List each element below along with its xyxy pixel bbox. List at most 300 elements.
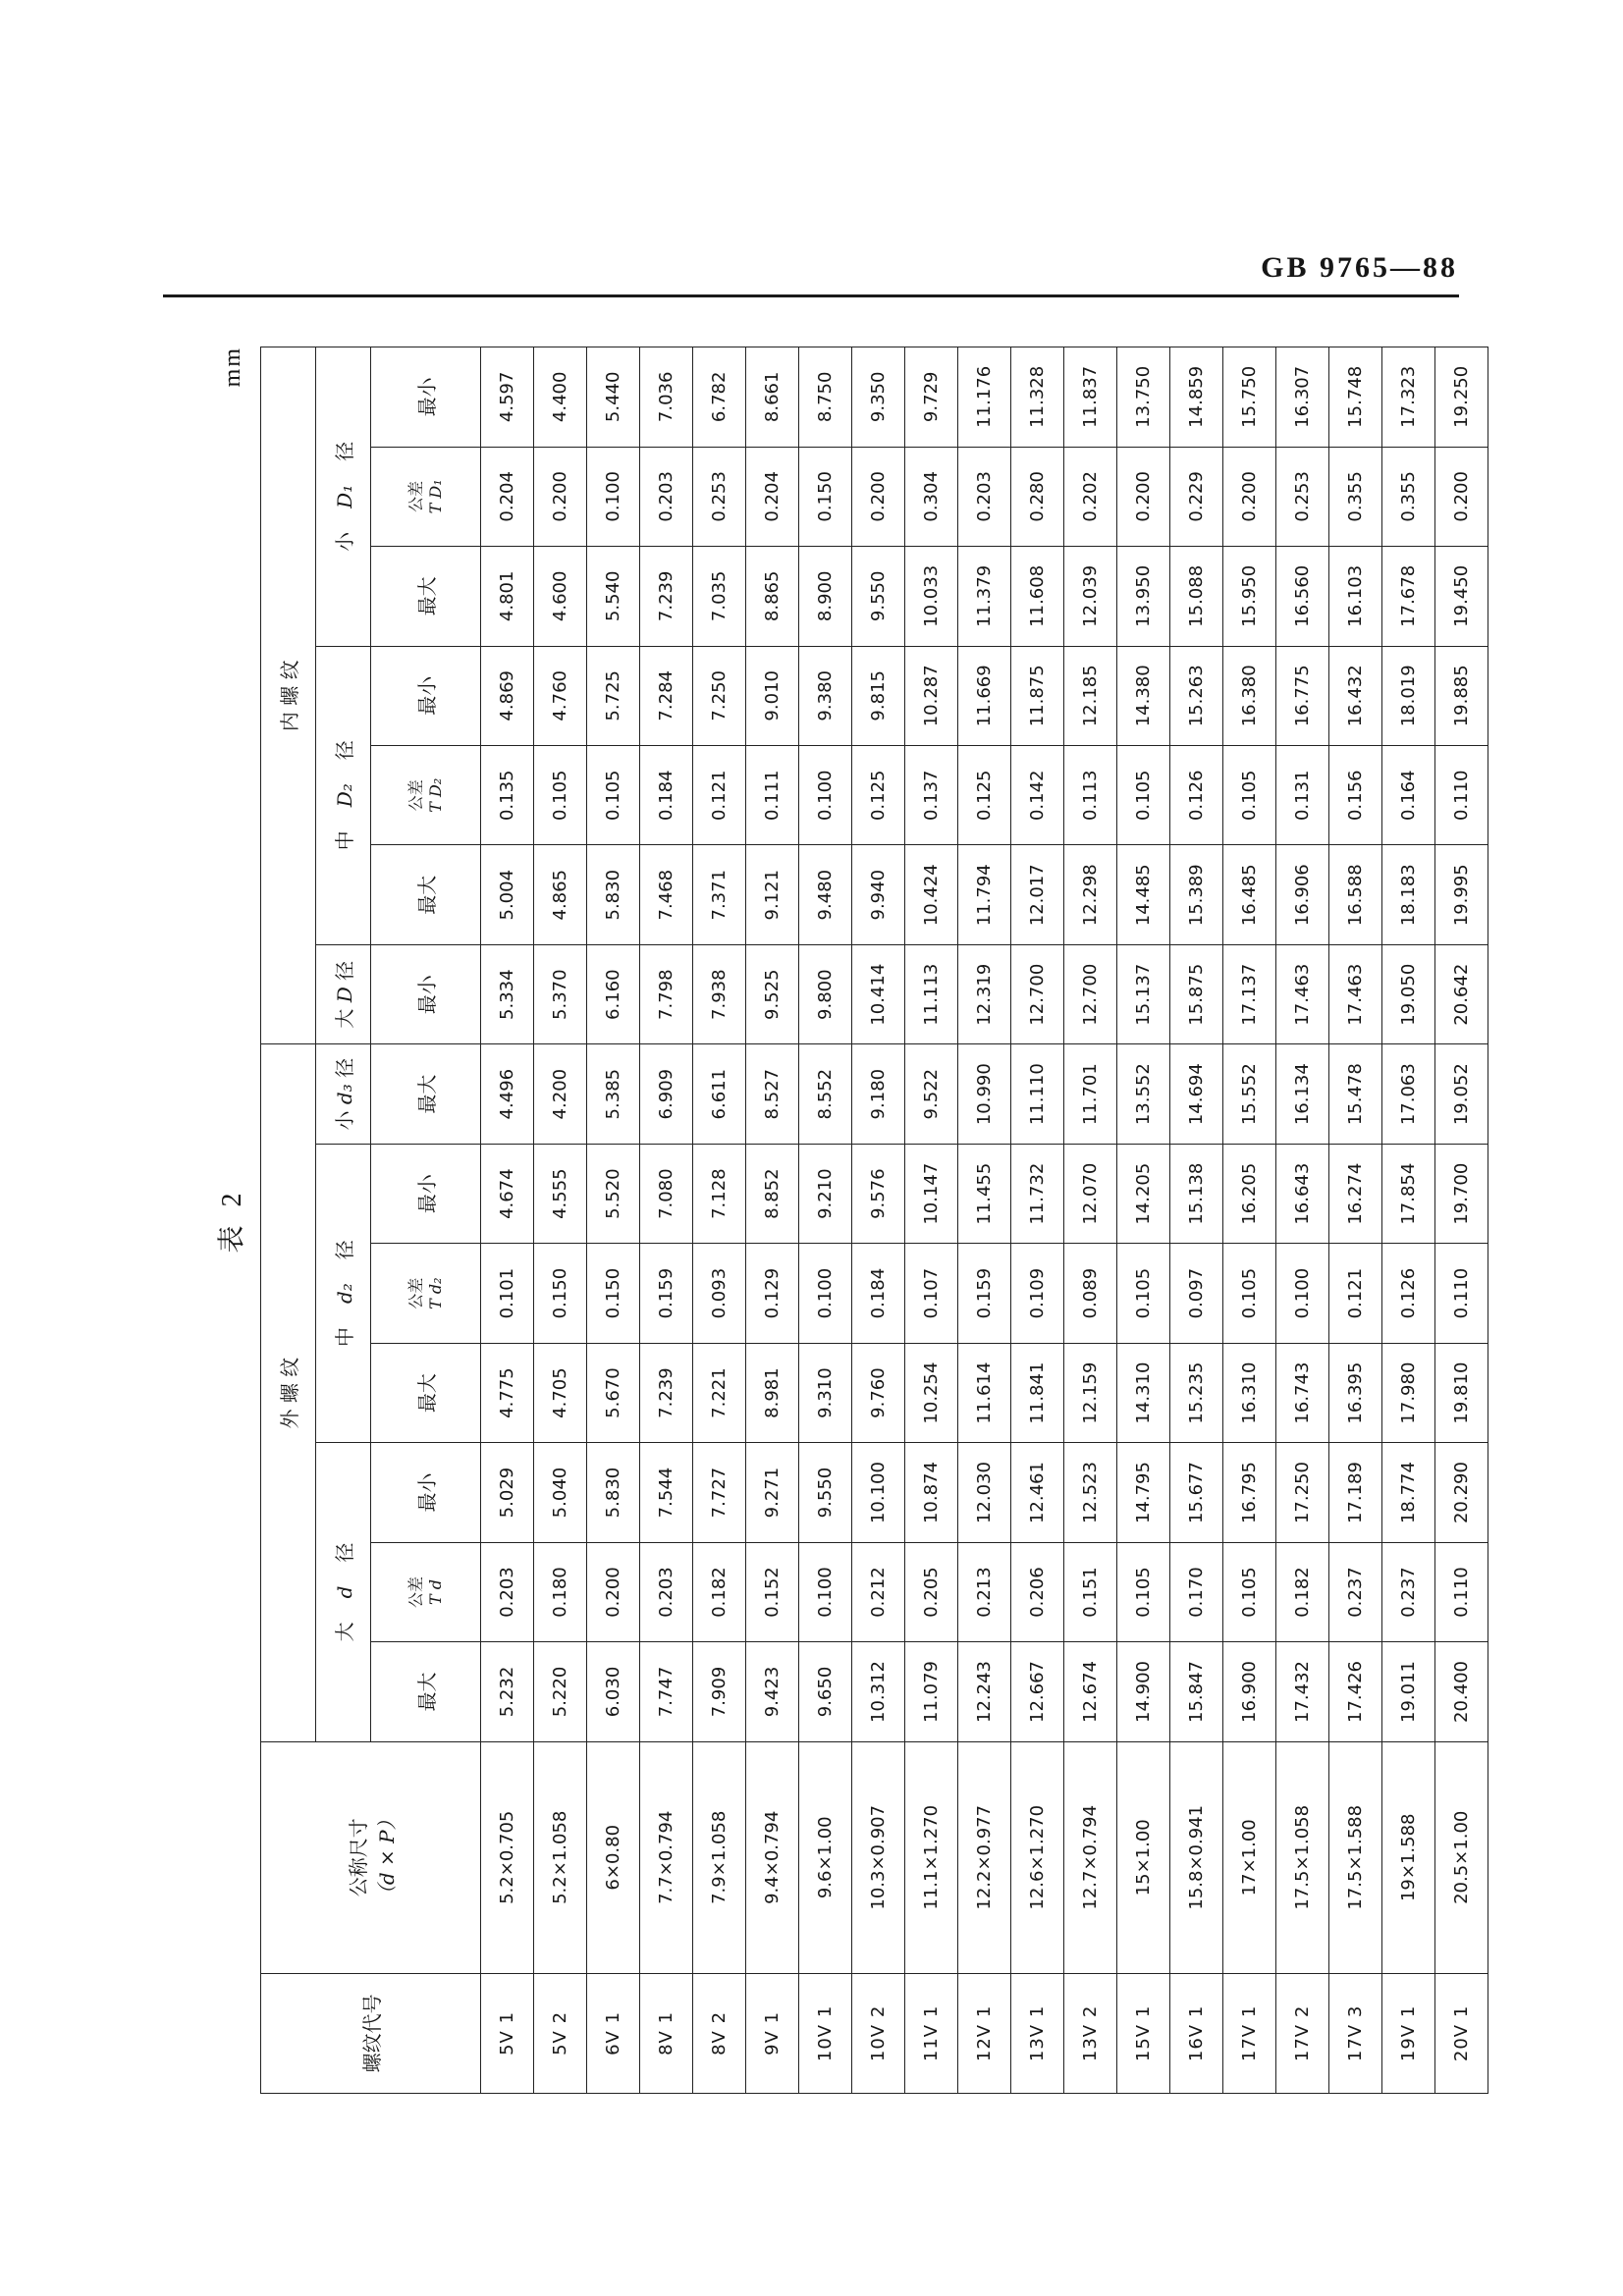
- cell-size: 9.4×0.794: [746, 1741, 799, 1973]
- header-nominal-size-sub: （d × P）: [374, 1810, 399, 1905]
- cell-size: 17.5×1.588: [1329, 1741, 1382, 1973]
- cell-D1-min: 11.328: [1011, 347, 1064, 448]
- table-row: [1329, 347, 1382, 2094]
- cell-D1-tol: 0.200: [852, 447, 905, 546]
- cell-size: 9.6×1.00: [799, 1741, 852, 1973]
- cell-D2-tol: 0.125: [852, 746, 905, 845]
- cell-D2-max: 11.794: [958, 845, 1011, 944]
- cell-D2-tol: 0.131: [1276, 746, 1329, 845]
- cell-D2-tol: 0.135: [481, 746, 534, 845]
- header-d-min: 最小: [371, 1443, 481, 1542]
- cell-D2-min: 9.815: [852, 646, 905, 745]
- cell-d-min: 10.874: [905, 1443, 958, 1542]
- cell-d-max: 10.312: [852, 1642, 905, 1741]
- tol-label: 公差: [406, 1277, 425, 1309]
- cell-size: 7.9×1.058: [693, 1741, 746, 1973]
- cell-d2-max: 4.775: [481, 1343, 534, 1442]
- cell-size: 17×1.00: [1223, 1741, 1276, 1973]
- cell-D2-min: 4.760: [534, 646, 587, 745]
- cell-d2-min: 15.138: [1170, 1144, 1223, 1243]
- cell-d-tol: 0.203: [640, 1542, 693, 1641]
- cell-D-min: 7.938: [693, 944, 746, 1043]
- cell-d3-max: 10.990: [958, 1044, 1011, 1144]
- int-pitch-name: 中: [333, 830, 356, 851]
- cell-D2-min: 14.380: [1117, 646, 1170, 745]
- cell-D2-min: 12.185: [1064, 646, 1117, 745]
- cell-d2-tol: 0.100: [799, 1244, 852, 1343]
- cell-d-min: 7.544: [640, 1443, 693, 1542]
- cell-d-tol: 0.213: [958, 1542, 1011, 1641]
- cell-d3-max: 11.701: [1064, 1044, 1117, 1144]
- cell-d2-min: 12.070: [1064, 1144, 1117, 1243]
- cell-d-min: 7.727: [693, 1443, 746, 1542]
- cell-d2-min: 4.555: [534, 1144, 587, 1243]
- cell-d2-tol: 0.159: [640, 1244, 693, 1343]
- cell-D2-max: 18.183: [1382, 845, 1435, 944]
- cell-D-min: 17.463: [1329, 944, 1382, 1043]
- cell-d-max: 14.900: [1117, 1642, 1170, 1741]
- int-minor-name: 小: [333, 531, 356, 552]
- cell-d-min: 16.795: [1223, 1443, 1276, 1542]
- cell-d2-max: 17.980: [1382, 1343, 1435, 1442]
- table-row: [852, 347, 905, 2094]
- cell-d-max: 20.400: [1435, 1642, 1488, 1741]
- int-major-suffix: 径: [333, 960, 356, 981]
- cell-d3-max: 15.552: [1223, 1044, 1276, 1144]
- ext-minor-suffix: 径: [333, 1057, 356, 1078]
- cell-D1-max: 5.540: [587, 547, 640, 646]
- ext-major-symbol: d: [333, 1585, 356, 1599]
- cell-d-tol: 0.105: [1223, 1542, 1276, 1641]
- cell-D1-min: 4.597: [481, 347, 534, 448]
- cell-D-min: 7.798: [640, 944, 693, 1043]
- cell-D1-tol: 0.100: [587, 447, 640, 546]
- cell-d2-tol: 0.107: [905, 1244, 958, 1343]
- cell-D2-tol: 0.100: [799, 746, 852, 845]
- cell-d2-tol: 0.121: [1329, 1244, 1382, 1343]
- table-row: [1435, 347, 1488, 2094]
- tol-label: 公差: [406, 1576, 425, 1609]
- cell-D1-tol: 0.355: [1382, 447, 1435, 546]
- cell-D-min: 15.137: [1117, 944, 1170, 1043]
- cell-D1-min: 16.307: [1276, 347, 1329, 448]
- cell-d-tol: 0.170: [1170, 1542, 1223, 1641]
- cell-d-tol: 0.206: [1011, 1542, 1064, 1641]
- ext-minor-name: 小: [333, 1110, 356, 1131]
- cell-D-min: 15.875: [1170, 944, 1223, 1043]
- cell-d-max: 12.667: [1011, 1642, 1064, 1741]
- cell-d-max: 11.079: [905, 1642, 958, 1741]
- cell-d2-max: 14.310: [1117, 1343, 1170, 1442]
- cell-code: 10V 2: [852, 1973, 905, 2093]
- cell-d2-tol: 0.101: [481, 1244, 534, 1343]
- table-row: [534, 347, 587, 2094]
- cell-D2-tol: 0.126: [1170, 746, 1223, 845]
- cell-d2-min: 11.455: [958, 1144, 1011, 1243]
- cell-size: 19×1.588: [1382, 1741, 1435, 1973]
- tol-symbol: T d₂: [425, 1277, 445, 1309]
- cell-D2-max: 4.865: [534, 845, 587, 944]
- cell-d-tol: 0.180: [534, 1542, 587, 1641]
- cell-D2-max: 14.485: [1117, 845, 1170, 944]
- cell-d2-tol: 0.089: [1064, 1244, 1117, 1343]
- cell-D1-max: 7.239: [640, 547, 693, 646]
- cell-D1-max: 15.950: [1223, 547, 1276, 646]
- cell-D-min: 19.050: [1382, 944, 1435, 1043]
- cell-d-max: 19.011: [1382, 1642, 1435, 1741]
- cell-D2-max: 15.389: [1170, 845, 1223, 944]
- table-row: [1170, 347, 1223, 2094]
- cell-d-tol: 0.182: [693, 1542, 746, 1641]
- cell-D1-min: 14.859: [1170, 347, 1223, 448]
- cell-D2-min: 11.669: [958, 646, 1011, 745]
- cell-D2-tol: 0.121: [693, 746, 746, 845]
- header-D1-tol: [371, 447, 481, 546]
- cell-d2-max: 11.614: [958, 1343, 1011, 1442]
- cell-D1-tol: 0.304: [905, 447, 958, 546]
- cell-D2-tol: 0.105: [534, 746, 587, 845]
- cell-code: 13V 1: [1011, 1973, 1064, 2093]
- cell-d2-min: 17.854: [1382, 1144, 1435, 1243]
- cell-d2-max: 12.159: [1064, 1343, 1117, 1442]
- cell-d2-tol: 0.097: [1170, 1244, 1223, 1343]
- cell-code: 13V 2: [1064, 1973, 1117, 2093]
- cell-D1-min: 9.350: [852, 347, 905, 448]
- cell-d-min: 12.523: [1064, 1443, 1117, 1542]
- cell-d2-tol: 0.105: [1223, 1244, 1276, 1343]
- cell-D1-min: 4.400: [534, 347, 587, 448]
- table-row: [587, 347, 640, 2094]
- tol-label: 公差: [406, 480, 425, 512]
- cell-D2-min: 16.775: [1276, 646, 1329, 745]
- cell-D2-max: 16.485: [1223, 845, 1276, 944]
- cell-d2-max: 19.810: [1435, 1343, 1488, 1442]
- cell-D-min: 12.319: [958, 944, 1011, 1043]
- cell-D2-max: 7.468: [640, 845, 693, 944]
- cell-D2-max: 12.017: [1011, 845, 1064, 944]
- cell-d2-min: 10.147: [905, 1144, 958, 1243]
- cell-D1-tol: 0.200: [534, 447, 587, 546]
- cell-size: 11.1×1.270: [905, 1741, 958, 1973]
- table-body: [481, 347, 1488, 2094]
- cell-D1-max: 8.865: [746, 547, 799, 646]
- cell-code: 5V 1: [481, 1973, 534, 2093]
- cell-D2-min: 16.432: [1329, 646, 1382, 745]
- cell-code: 20V 1: [1435, 1973, 1488, 2093]
- cell-D2-min: 7.250: [693, 646, 746, 745]
- ext-major-suffix: 径: [333, 1542, 356, 1563]
- cell-code: 17V 3: [1329, 1973, 1382, 2093]
- cell-d2-min: 5.520: [587, 1144, 640, 1243]
- cell-d-min: 15.677: [1170, 1443, 1223, 1542]
- cell-d-max: 15.847: [1170, 1642, 1223, 1741]
- cell-D2-max: 9.940: [852, 845, 905, 944]
- cell-D1-tol: 0.280: [1011, 447, 1064, 546]
- cell-D1-tol: 0.203: [958, 447, 1011, 546]
- cell-d2-tol: 0.126: [1382, 1244, 1435, 1343]
- cell-d-tol: 0.237: [1382, 1542, 1435, 1641]
- table-row: [693, 347, 746, 2094]
- cell-D1-max: 10.033: [905, 547, 958, 646]
- cell-D2-max: 19.995: [1435, 845, 1488, 944]
- table-caption: 表 2: [217, 1187, 247, 1254]
- cell-d-min: 17.250: [1276, 1443, 1329, 1542]
- cell-D2-min: 5.725: [587, 646, 640, 745]
- cell-d2-min: 14.205: [1117, 1144, 1170, 1243]
- cell-d-max: 17.426: [1329, 1642, 1382, 1741]
- cell-D1-tol: 0.150: [799, 447, 852, 546]
- header-d2-max: 最大: [371, 1343, 481, 1442]
- cell-D1-tol: 0.229: [1170, 447, 1223, 546]
- cell-D1-tol: 0.203: [640, 447, 693, 546]
- cell-d2-min: 19.700: [1435, 1144, 1488, 1243]
- cell-d-max: 12.243: [958, 1642, 1011, 1741]
- cell-D2-max: 9.480: [799, 845, 852, 944]
- cell-d3-max: 5.385: [587, 1044, 640, 1144]
- cell-d-min: 14.795: [1117, 1443, 1170, 1542]
- cell-D1-tol: 0.200: [1223, 447, 1276, 546]
- cell-d3-max: 11.110: [1011, 1044, 1064, 1144]
- cell-D1-tol: 0.200: [1117, 447, 1170, 546]
- cell-D1-min: 5.440: [587, 347, 640, 448]
- cell-code: 11V 1: [905, 1973, 958, 2093]
- cell-d2-tol: 0.110: [1435, 1244, 1488, 1343]
- int-pitch-suffix: 径: [333, 740, 356, 761]
- ext-major-name: 大: [333, 1622, 356, 1642]
- header-d3-max: 最大: [371, 1044, 481, 1144]
- cell-d2-max: 16.395: [1329, 1343, 1382, 1442]
- cell-d2-max: 9.310: [799, 1343, 852, 1442]
- cell-d-max: 9.650: [799, 1642, 852, 1741]
- cell-D1-max: 16.103: [1329, 547, 1382, 646]
- cell-d3-max: 9.180: [852, 1044, 905, 1144]
- cell-d2-max: 9.760: [852, 1343, 905, 1442]
- cell-d2-min: 16.274: [1329, 1144, 1382, 1243]
- standard-number: GB 9765—88: [1261, 251, 1458, 284]
- cell-D1-min: 6.782: [693, 347, 746, 448]
- table-row: [1117, 347, 1170, 2094]
- cell-D-min: 9.525: [746, 944, 799, 1043]
- cell-d-max: 12.674: [1064, 1642, 1117, 1741]
- cell-D1-min: 19.250: [1435, 347, 1488, 448]
- cell-D2-min: 11.875: [1011, 646, 1064, 745]
- cell-D1-min: 9.729: [905, 347, 958, 448]
- cell-D-min: 9.800: [799, 944, 852, 1043]
- cell-code: 8V 2: [693, 1973, 746, 2093]
- header-int-minor-diameter: [316, 347, 371, 647]
- header-D2-min: 最小: [371, 646, 481, 745]
- cell-size: 12.2×0.977: [958, 1741, 1011, 1973]
- cell-D1-max: 4.600: [534, 547, 587, 646]
- cell-D1-min: 11.837: [1064, 347, 1117, 448]
- cell-D1-max: 11.608: [1011, 547, 1064, 646]
- thread-dimension-table: [260, 347, 1488, 2094]
- cell-d2-max: 5.670: [587, 1343, 640, 1442]
- cell-d3-max: 8.527: [746, 1044, 799, 1144]
- cell-d-min: 18.774: [1382, 1443, 1435, 1542]
- cell-D1-min: 15.748: [1329, 347, 1382, 448]
- header-ext-minor-diameter: [316, 1044, 371, 1144]
- tol-symbol: T D₂: [425, 777, 445, 813]
- cell-d-max: 5.220: [534, 1642, 587, 1741]
- cell-size: 12.6×1.270: [1011, 1741, 1064, 1973]
- cell-D1-max: 12.039: [1064, 547, 1117, 646]
- cell-d2-max: 8.981: [746, 1343, 799, 1442]
- cell-d-tol: 0.100: [799, 1542, 852, 1641]
- cell-size: 5.2×0.705: [481, 1741, 534, 1973]
- cell-d-tol: 0.152: [746, 1542, 799, 1641]
- table-row: [1011, 347, 1064, 2094]
- tol-symbol: T D₁: [425, 479, 445, 514]
- cell-d-min: 20.290: [1435, 1443, 1488, 1542]
- cell-D1-min: 7.036: [640, 347, 693, 448]
- cell-d-tol: 0.205: [905, 1542, 958, 1641]
- cell-d3-max: 6.611: [693, 1044, 746, 1144]
- cell-code: 17V 2: [1276, 1973, 1329, 2093]
- cell-D2-tol: 0.184: [640, 746, 693, 845]
- cell-d2-min: 9.576: [852, 1144, 905, 1243]
- cell-d2-min: 16.205: [1223, 1144, 1276, 1243]
- cell-size: 12.7×0.794: [1064, 1741, 1117, 1973]
- header-thread-code: 螺纹代号: [261, 1973, 481, 2093]
- tol-symbol: T d: [425, 1579, 445, 1606]
- cell-d-tol: 0.182: [1276, 1542, 1329, 1641]
- header-nominal-size: [261, 1741, 481, 1973]
- cell-D2-max: 7.371: [693, 845, 746, 944]
- cell-size: 15×1.00: [1117, 1741, 1170, 1973]
- cell-d2-min: 9.210: [799, 1144, 852, 1243]
- table-caption-row: [205, 347, 260, 2094]
- cell-d-tol: 0.151: [1064, 1542, 1117, 1641]
- cell-D1-min: 11.176: [958, 347, 1011, 448]
- cell-d2-min: 8.852: [746, 1144, 799, 1243]
- header-ext-pitch-diameter: [316, 1144, 371, 1442]
- cell-D2-tol: 0.113: [1064, 746, 1117, 845]
- cell-D1-tol: 0.204: [746, 447, 799, 546]
- cell-D2-min: 10.287: [905, 646, 958, 745]
- table-row: [1064, 347, 1117, 2094]
- cell-d2-tol: 0.129: [746, 1244, 799, 1343]
- cell-d3-max: 13.552: [1117, 1044, 1170, 1144]
- cell-d-tol: 0.105: [1117, 1542, 1170, 1641]
- cell-D1-tol: 0.355: [1329, 447, 1382, 546]
- cell-d2-max: 10.254: [905, 1343, 958, 1442]
- table-row: [746, 347, 799, 2094]
- header-D2-tol: [371, 746, 481, 845]
- cell-D2-tol: 0.137: [905, 746, 958, 845]
- cell-D2-max: 5.004: [481, 845, 534, 944]
- cell-d-min: 17.189: [1329, 1443, 1382, 1542]
- cell-d-max: 9.423: [746, 1642, 799, 1741]
- tol-label: 公差: [406, 779, 425, 812]
- cell-d-max: 7.909: [693, 1642, 746, 1741]
- cell-D2-min: 4.869: [481, 646, 534, 745]
- cell-D1-max: 15.088: [1170, 547, 1223, 646]
- cell-d-tol: 0.237: [1329, 1542, 1382, 1641]
- cell-D1-min: 17.323: [1382, 347, 1435, 448]
- header-d-tol: [371, 1542, 481, 1641]
- cell-D2-max: 16.588: [1329, 845, 1382, 944]
- cell-D2-tol: 0.105: [1117, 746, 1170, 845]
- cell-d3-max: 8.552: [799, 1044, 852, 1144]
- cell-D-min: 10.414: [852, 944, 905, 1043]
- cell-d2-tol: 0.150: [587, 1244, 640, 1343]
- header-d2-min: 最小: [371, 1144, 481, 1243]
- cell-code: 9V 1: [746, 1973, 799, 2093]
- cell-D2-min: 7.284: [640, 646, 693, 745]
- ext-pitch-suffix: 径: [333, 1240, 356, 1260]
- ext-pitch-name: 中: [333, 1327, 356, 1348]
- cell-d-min: 9.271: [746, 1443, 799, 1542]
- cell-size: 7.7×0.794: [640, 1741, 693, 1973]
- cell-D1-tol: 0.200: [1435, 447, 1488, 546]
- cell-d2-max: 11.841: [1011, 1343, 1064, 1442]
- rotated-table-block: [205, 347, 1488, 2094]
- table-row: [905, 347, 958, 2094]
- cell-code: 12V 1: [958, 1973, 1011, 2093]
- cell-d3-max: 9.522: [905, 1044, 958, 1144]
- cell-size: 10.3×0.907: [852, 1741, 905, 1973]
- header-int-major-diameter: [316, 944, 371, 1043]
- cell-D-min: 17.463: [1276, 944, 1329, 1043]
- cell-d2-min: 4.674: [481, 1144, 534, 1243]
- cell-d2-max: 7.239: [640, 1343, 693, 1442]
- cell-D-min: 17.137: [1223, 944, 1276, 1043]
- table-row: [799, 347, 852, 2094]
- cell-D1-min: 8.750: [799, 347, 852, 448]
- cell-d-max: 16.900: [1223, 1642, 1276, 1741]
- cell-d2-max: 4.705: [534, 1343, 587, 1442]
- cell-D1-max: 4.801: [481, 547, 534, 646]
- cell-code: 17V 1: [1223, 1973, 1276, 2093]
- cell-size: 15.8×0.941: [1170, 1741, 1223, 1973]
- cell-d-max: 6.030: [587, 1642, 640, 1741]
- header-nominal-size-label: 公称尺寸: [346, 1818, 370, 1897]
- cell-D2-max: 12.298: [1064, 845, 1117, 944]
- header-internal-thread: 内 螺 纹: [261, 347, 316, 1044]
- cell-d2-max: 7.221: [693, 1343, 746, 1442]
- cell-D-min: 12.700: [1064, 944, 1117, 1043]
- cell-d2-max: 16.310: [1223, 1343, 1276, 1442]
- cell-d2-tol: 0.150: [534, 1244, 587, 1343]
- cell-d-tol: 0.212: [852, 1542, 905, 1641]
- cell-d-min: 12.030: [958, 1443, 1011, 1542]
- cell-D1-tol: 0.202: [1064, 447, 1117, 546]
- cell-size: 17.5×1.058: [1276, 1741, 1329, 1973]
- cell-code: 5V 2: [534, 1973, 587, 2093]
- cell-D1-min: 8.661: [746, 347, 799, 448]
- int-pitch-symbol: D₂: [333, 783, 356, 808]
- cell-d3-max: 4.496: [481, 1044, 534, 1144]
- header-D1-max: 最大: [371, 547, 481, 646]
- cell-D2-max: 5.830: [587, 845, 640, 944]
- cell-D2-tol: 0.142: [1011, 746, 1064, 845]
- cell-D-min: 6.160: [587, 944, 640, 1043]
- cell-d-max: 17.432: [1276, 1642, 1329, 1741]
- cell-size: 6×0.80: [587, 1741, 640, 1973]
- cell-code: 8V 1: [640, 1973, 693, 2093]
- cell-D1-tol: 0.253: [1276, 447, 1329, 546]
- cell-d2-min: 11.732: [1011, 1144, 1064, 1243]
- header-d-max: 最大: [371, 1642, 481, 1741]
- cell-D-min: 20.642: [1435, 944, 1488, 1043]
- cell-d-min: 5.830: [587, 1443, 640, 1542]
- header-D1-min: 最小: [371, 347, 481, 448]
- cell-d3-max: 17.063: [1382, 1044, 1435, 1144]
- cell-D2-tol: 0.105: [1223, 746, 1276, 845]
- cell-d-tol: 0.200: [587, 1542, 640, 1641]
- unit-label: mm: [220, 347, 245, 388]
